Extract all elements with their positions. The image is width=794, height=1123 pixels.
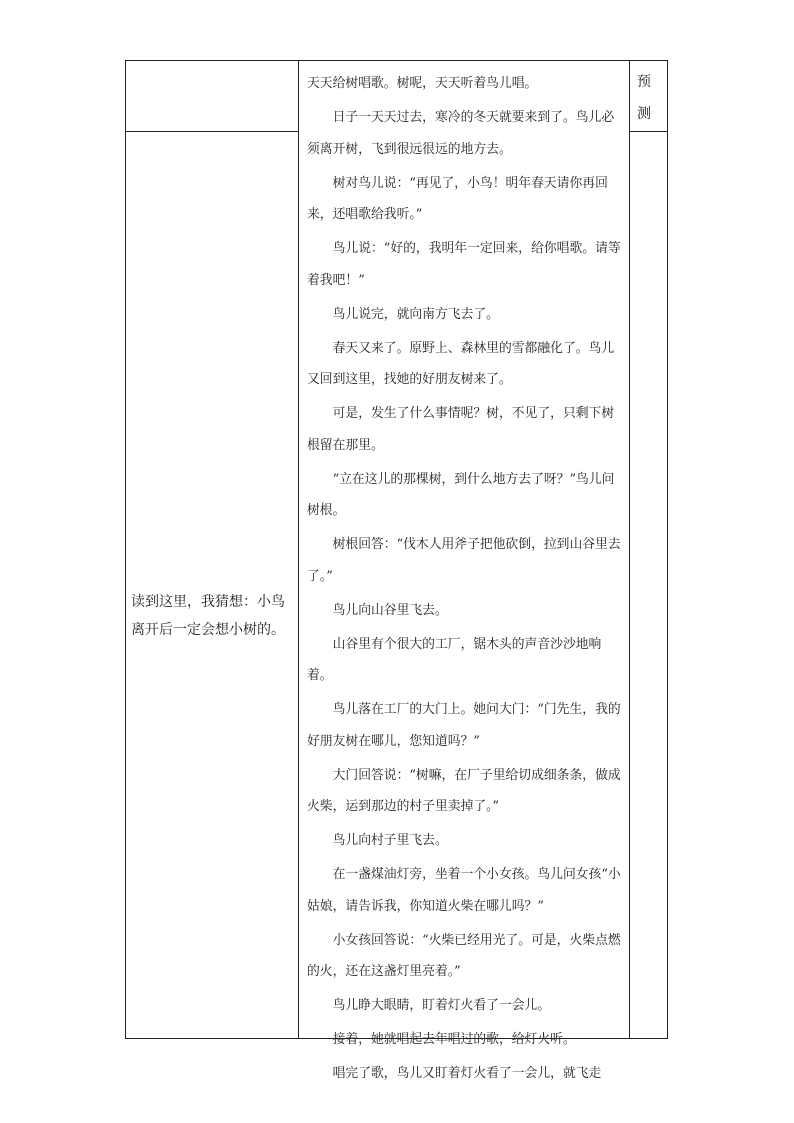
story-paragraph: 大门回答说：“树嘛，在厂子里给切成细条条，做成火柴，运到那边的村子里卖掉了。” <box>307 767 621 814</box>
story-paragraph: 鸟儿说完，就向南方飞去了。 <box>332 306 499 322</box>
table-border-right <box>667 60 668 1039</box>
column-divider-2 <box>629 60 630 1039</box>
story-paragraph: 树对鸟儿说：“再见了，小鸟！明年春天请你再回来，还唱歌给我听。” <box>307 175 608 222</box>
story-paragraph: 树根回答：“伐木人用斧子把他砍倒，拉到山谷里去了。” <box>307 537 621 584</box>
reading-note: 读到这里，我猜想：小鸟离开后一定会想小树的。 <box>131 594 285 638</box>
story-paragraph: 小女孩回答说：“火柴已经用光了。可是，火柴点燃的火，还在这盏灯里亮着。” <box>307 932 621 979</box>
column-divider-1 <box>298 60 299 1039</box>
table-border-top <box>125 60 668 61</box>
story-paragraph: 接着，她就唱起去年唱过的歌，给灯火听。 <box>332 1032 576 1047</box>
story-paragraph: 春天又来了。原野上、森林里的雪都融化了。鸟儿又回到这里，找她的好朋友树来了。 <box>307 340 615 387</box>
story-paragraph: 天天给树唱歌。树呢，天天听着鸟儿唱。 <box>307 76 538 91</box>
story-paragraph: 山谷里有个很大的工厂，锯木头的声音沙沙地响着。 <box>307 636 602 683</box>
story-paragraph: 可是，发生了什么事情呢？树，不见了，只剩下树根留在那里。 <box>307 406 615 453</box>
story-paragraph: 唱完了歌，鸟儿又盯着灯火看了一会儿，就飞走 <box>332 1066 602 1081</box>
story-paragraph: 鸟儿说：“好的，我明年一定回来，给你唱歌。请等着我吧！” <box>307 241 621 288</box>
story-paragraph: 鸟儿向山谷里飞去。 <box>332 602 448 618</box>
prediction-label <box>633 66 655 130</box>
story-paragraph: 鸟儿落在工厂的大门上。她问大门：“门先生，我的好朋友树在哪儿，您知道吗？” <box>307 702 621 749</box>
table-border-left <box>125 60 126 1039</box>
story-text <box>307 68 625 1092</box>
label-char: 测 <box>637 106 651 122</box>
right-row-divider <box>629 131 668 132</box>
story-paragraph: “立在这儿的那棵树，到什么地方去了呀？”鸟儿问树根。 <box>307 471 615 518</box>
label-char: 预 <box>637 74 651 90</box>
story-paragraph: 鸟儿向村子里飞去。 <box>332 833 448 848</box>
story-paragraph: 在一盏煤油灯旁，坐着一个小女孩。鸟儿问女孩“小姑娘，请告诉我，你知道火柴在哪儿吗？” <box>307 867 621 914</box>
story-paragraph: 日子一天天过去，寒冷的冬天就要来到了。鸟儿必须离开树，飞到很远很远的地方去。 <box>307 110 615 157</box>
story-paragraph: 鸟儿睁大眼睛，盯着灯火看了一会儿。 <box>332 998 551 1013</box>
left-row-divider <box>125 131 299 132</box>
